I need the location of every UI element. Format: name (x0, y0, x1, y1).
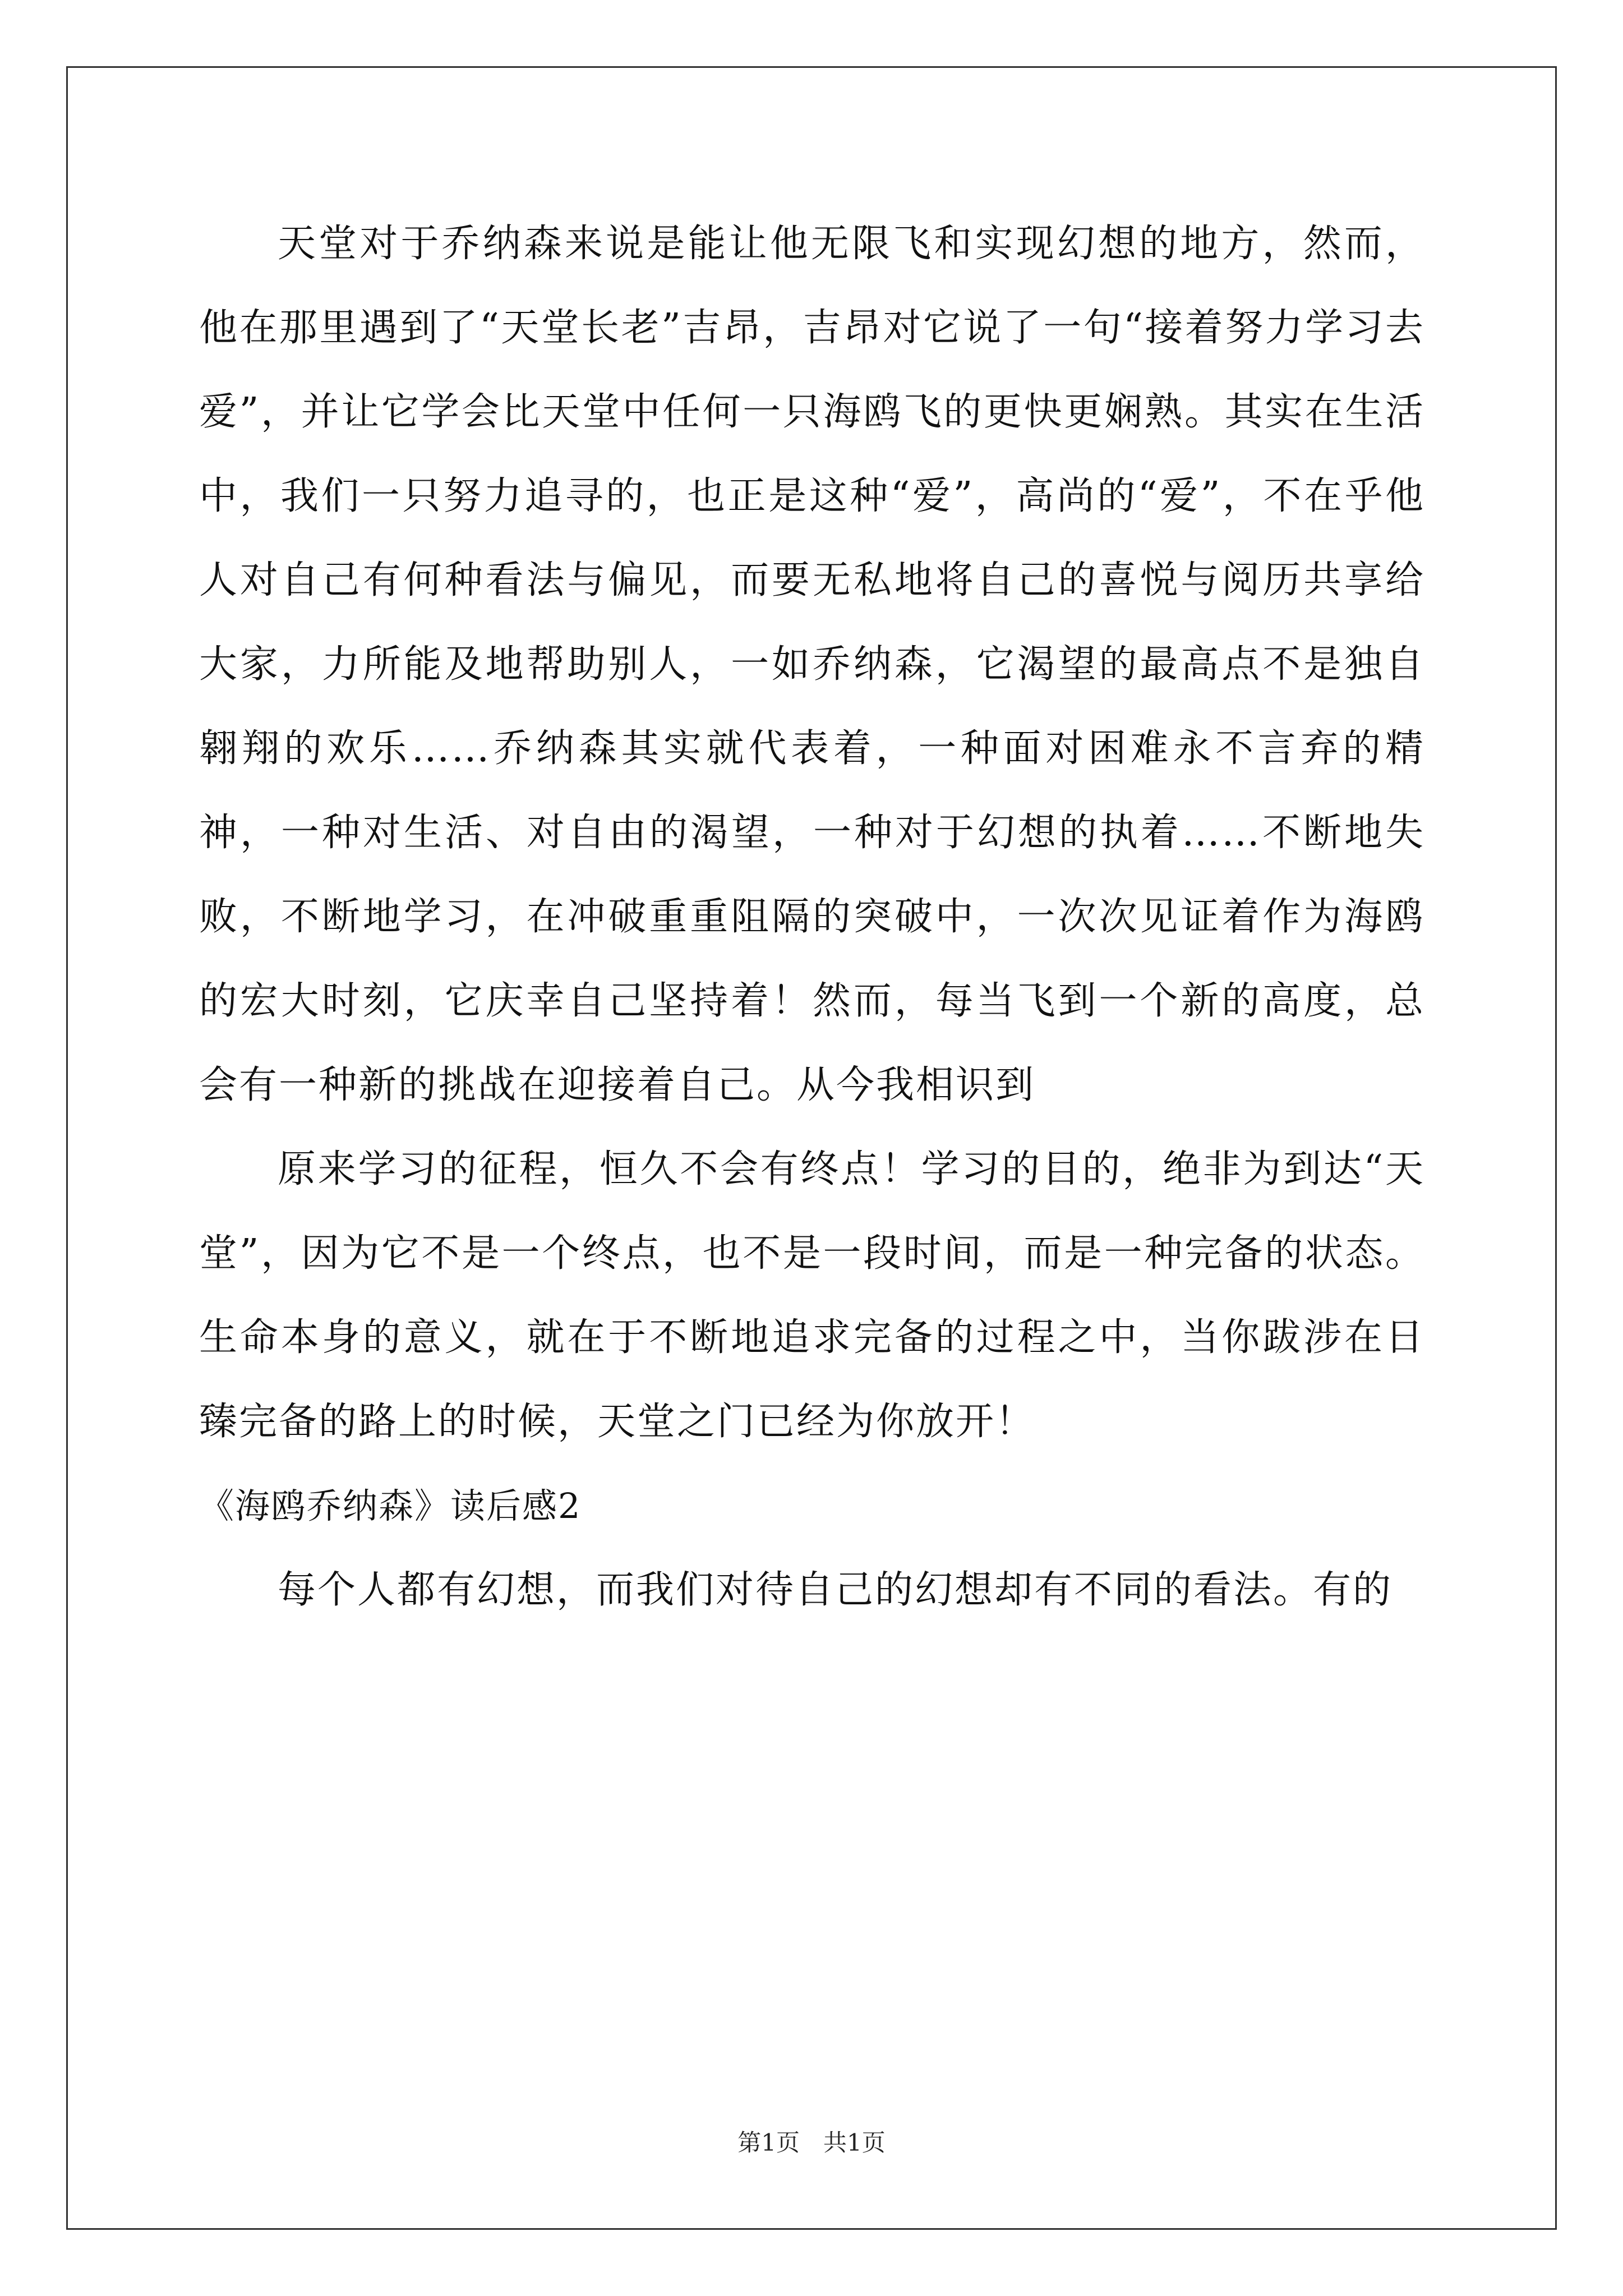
paragraph-1: 天堂对于乔纳森来说是能让他无限飞和实现幻想的地方，然而，他在那里遇到了“天堂长老”吉昂，吉昂对它说了一句“接着努力学习去爱”，并让它学会比天堂中任何一只海鸥飞的更快更娴熟。其实在生活中，我们一只努力追寻的，也正是这种“爱”，高尚的“爱”，不在乎他人对自己有何种看法与偏见，而要无私地将自己的喜悦与阅历共享给大家，力所能及地帮助别人，一如乔纳森，它渴望的最高点不是独自翱翔的欢乐……乔纳森其实就代表着，一种面对困难永不言弃的精神，一种对生活、对自由的渴望，一种对于幻想的执着……不断地失败，不断地学习，在冲破重重阻隔的突破中，一次次见证着作为海鸥的宏大时刻，它庆幸自己坚持着！然而，每当飞到一个新的高度，总会有一种新的挑战在迎接着自己。从今我相识到 (199, 222, 1425, 1107)
paragraph-2: 原来学习的征程，恒久不会有终点！学习的目的，绝非为到达“天堂”，因为它不是一个终点，也不是一段时间，而是一种完备的状态。生命本身的意义，就在于不断地追求完备的过程之中，当你跋涉在日臻完备的路上的时候，天堂之门已经为你放开！ (199, 1147, 1425, 1444)
paragraph-3: 每个人都有幻想，而我们对待自己的幻想却有不同的看法。有的 (278, 1568, 1393, 1612)
document-body (199, 202, 1425, 1632)
section-heading: 《海鸥乔纳森》读后感2 (199, 1485, 582, 1526)
page-footer: 第1页 共1页 (737, 2129, 886, 2156)
